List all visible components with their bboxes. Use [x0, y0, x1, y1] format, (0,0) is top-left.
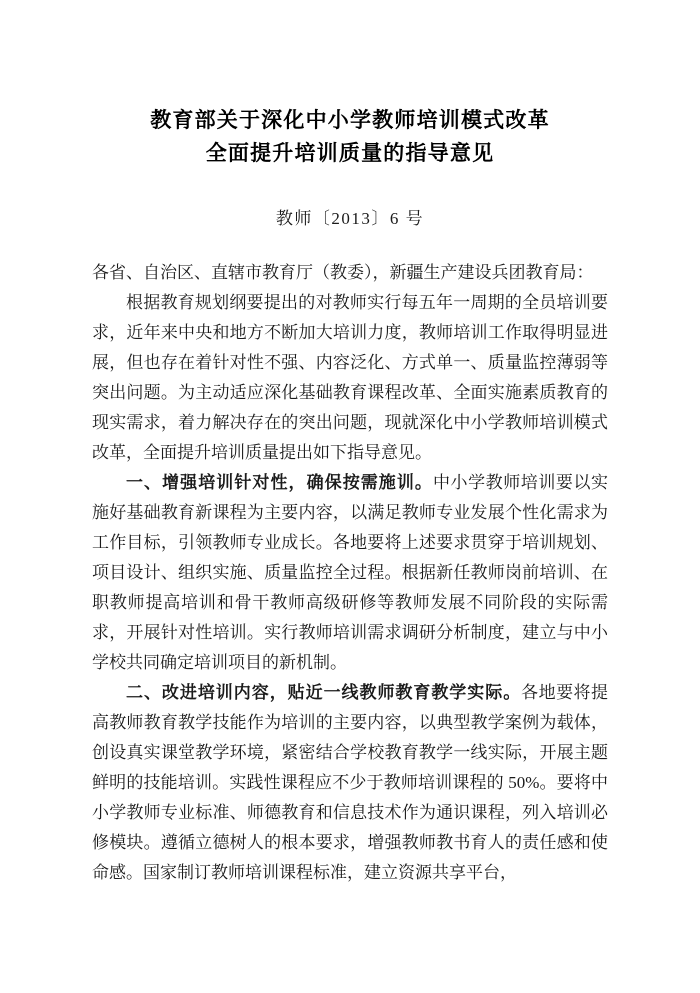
salutation-line: 各省、自治区、直辖市教育厅（教委），新疆生产建设兵团教育局：: [92, 263, 594, 282]
paragraph-overview: [92, 288, 608, 468]
paragraph-section-2: [92, 678, 608, 888]
document-title: [0, 104, 700, 170]
section-1-text: 中小学教师培训要以实施好基础教育新课程为主要内容，以满足教师专业发展个性化需求为工作目标，引领教师专业成长。各地要将上述要求贯穿于培训规划、项目设计、组织实施、质量监控全过程。根据新任教师岗前培训、在职教师提高培训和骨干教师高级研修等教师发展不同阶段的实际需求，开展针对性培训。实行教师培训需求调研分析制度，建立与中小学校共同确定培训项目的新机制。: [92, 473, 609, 672]
section-2-text: 各地要将提高教师教育教学技能作为培训的主要内容，以典型教学案例为载体，创设真实课堂教学环境，紧密结合学校教育教学一线实际，开展主题鲜明的技能培训。实践性课程应不少于教师培训课程的 50%。要将中小学教师专业标准、师德教育和信息技术作为通识课程，列入培训必修模块。遵循立德树人的根本要求，增强教师教书育人的责任感和使命感。国家制订教师培训课程标准，建立资源共享平台，: [92, 683, 609, 882]
section-1-heading: 一、增强培训针对性，确保按需施训。: [126, 473, 433, 492]
document-title-line1: 教育部关于深化中小学教师培训模式改革: [150, 109, 550, 132]
document-title-line2: 全面提升培训质量的指导意见: [205, 142, 495, 165]
document-number: 教师〔2013〕6 号: [275, 209, 425, 228]
document-body: [92, 258, 608, 888]
paragraph-section-1: [92, 468, 608, 678]
paragraph-overview-text: 根据教育规划纲要提出的对教师实行每五年一周期的全员培训要求，近年来中央和地方不断加大培训力度，教师培训工作取得明显进展，但也存在着针对性不强、内容泛化、方式单一、质量监控薄弱等突出问题。为主动适应深化基础教育课程改革、全面实施素质教育的现实需求，着力解决存在的突出问题，现就深化中小学教师培训模式改革，全面提升培训质量提出如下指导意见。: [92, 293, 608, 462]
section-2-heading: 二、改进培训内容，贴近一线教师教育教学实际。: [126, 683, 522, 702]
